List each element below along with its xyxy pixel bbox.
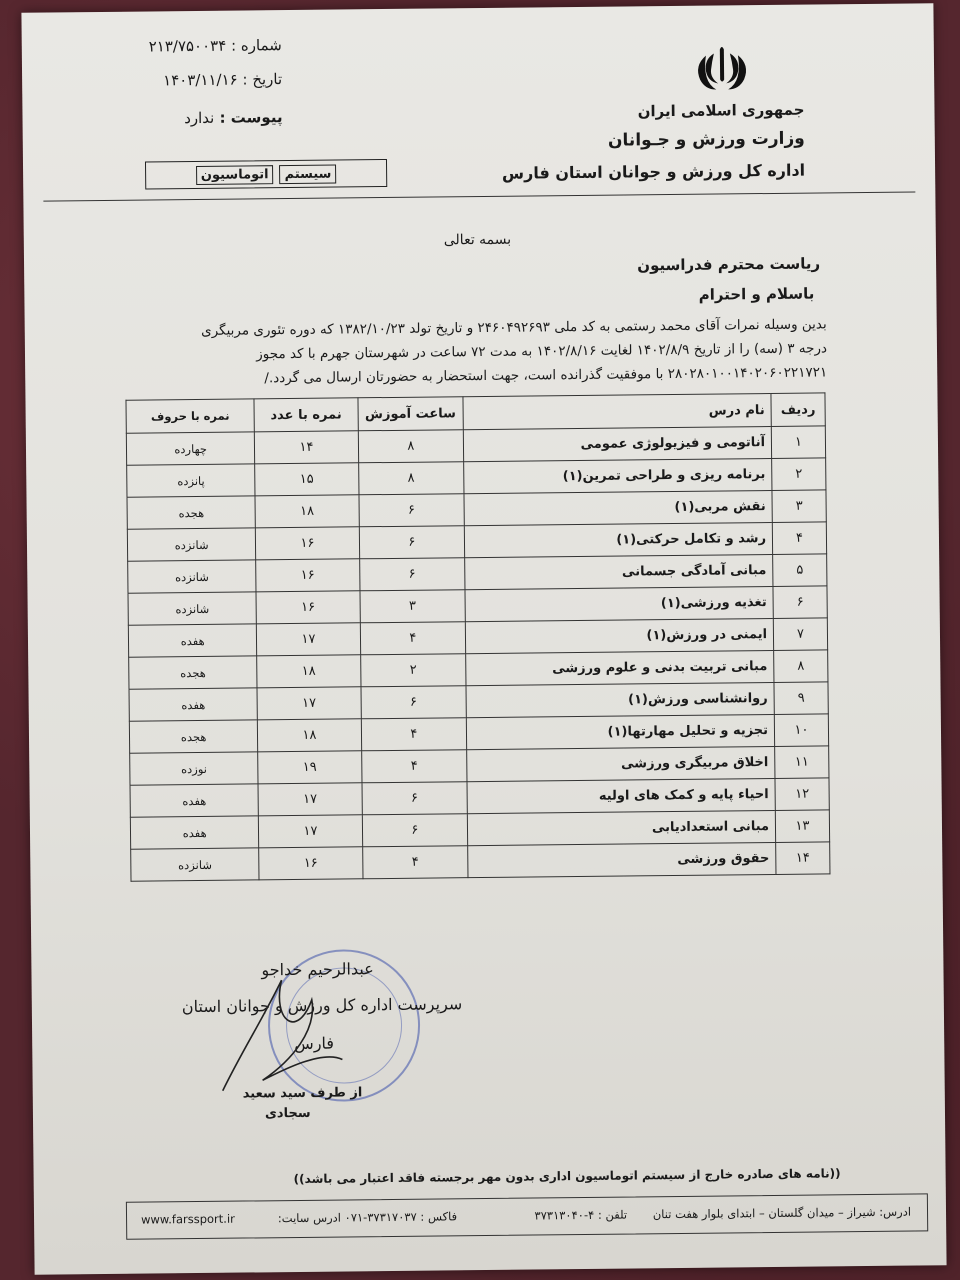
footer-website-link[interactable]: www.farssport.ir — [140, 1211, 235, 1227]
training-hours-cell: ۸ — [358, 462, 464, 495]
training-hours-cell: ۲ — [360, 654, 466, 687]
letter-number — [122, 36, 282, 56]
training-hours-cell: ۸ — [358, 430, 464, 463]
grade-words-cell: هفده — [130, 816, 259, 849]
table-row — [131, 842, 830, 881]
header-grade-number: نمره با عدد — [254, 398, 358, 432]
grade-number-cell: ۱۷ — [259, 815, 363, 848]
training-hours-cell: ۶ — [359, 494, 465, 527]
training-hours-cell: ۳ — [360, 590, 466, 623]
iran-emblem-icon — [692, 43, 753, 94]
grade-number-cell: ۱۴ — [255, 431, 359, 464]
training-hours-cell: ۴ — [361, 750, 467, 783]
grade-number-cell: ۱۶ — [256, 591, 360, 624]
grade-words-cell: چهارده — [126, 432, 255, 465]
grade-words-cell: هجده — [129, 720, 258, 753]
body-line-1: بدین وسیله نمرات آقای محمد رستمی به کد ملی ۲۴۶۰۴۹۲۶۹۳ و تاریخ تولد ۱۳۸۲/۱۰/۲۳ که دوره تئوری مربیگری — [201, 316, 827, 339]
automation-system-badge — [145, 159, 387, 190]
signatory-title: سرپرست اداره کل ورزش و جوانان استان — [181, 994, 463, 1017]
course-name-cell: تغذیه ورزشی(۱) — [465, 586, 773, 621]
row-number-cell: ۹ — [774, 682, 828, 715]
header-grade-words: نمره با حروف — [126, 399, 255, 433]
course-name-cell: برنامه ریزی و طراحی تمرین(۱) — [464, 458, 772, 493]
footer-validity-note: ((نامه های صادره خارج از سیستم اتوماسیون اداری بدون مهر برجسته فاقد اعتبار می باشد)) — [293, 1166, 841, 1187]
row-number-cell: ۶ — [773, 586, 827, 619]
training-hours-cell: ۶ — [359, 526, 465, 559]
header-training-hours: ساعت آموزش — [358, 397, 464, 431]
republic-title: جمهوری اسلامی ایران — [637, 100, 805, 121]
course-name-cell: آناتومی و فیزیولوژی عمومی — [463, 426, 771, 461]
row-number-cell: ۱۱ — [775, 746, 829, 779]
footer-phone: تلفن : ۴-۳۷۳۱۳۰۴۰ — [534, 1207, 628, 1223]
training-hours-cell: ۶ — [362, 782, 468, 815]
grade-words-cell: هفده — [129, 688, 258, 721]
course-name-cell: نقش مربی(۱) — [464, 490, 772, 525]
grade-words-cell: هفده — [128, 624, 257, 657]
grade-number-cell: ۱۶ — [256, 527, 360, 560]
row-number-cell: ۱۰ — [774, 714, 828, 747]
course-name-cell: مبانی آمادگی جسمانی — [465, 554, 773, 589]
header-course-name: نام درس — [463, 393, 771, 429]
row-number-cell: ۱۳ — [775, 810, 829, 843]
row-number-cell: ۵ — [773, 554, 827, 587]
body-line-2: درجه ۳ (سه) را از تاریخ ۱۴۰۲/۸/۹ لغایت ۱۴۰۲/۸/۱۶ به مدت ۷۲ ساعت در شهرستان جهرم با کد مجوز — [256, 340, 828, 363]
header-divider — [43, 191, 915, 201]
grade-number-cell: ۱۹ — [258, 751, 362, 784]
training-hours-cell: ۴ — [362, 846, 468, 879]
row-number-cell: ۱۴ — [776, 842, 830, 875]
row-number-cell: ۱ — [771, 426, 825, 459]
ministry-title: وزارت ورزش و جـوانان — [607, 128, 805, 151]
course-name-cell: اخلاق مربیگری ورزشی — [467, 746, 775, 781]
addressee: ریاست محترم فدراسیون — [637, 254, 821, 275]
letter-date-value: ۱۴۰۳/۱۱/۱۶ — [163, 70, 238, 90]
row-number-cell: ۴ — [772, 522, 826, 555]
grade-words-cell: شانزده — [128, 560, 257, 593]
grade-number-cell: ۱۵ — [255, 463, 359, 496]
badge-system-word: سیستم — [279, 164, 336, 184]
course-name-cell: رشد و تکامل حرکتی(۱) — [464, 522, 772, 557]
body-paragraph — [97, 312, 828, 392]
grade-number-cell: ۱۸ — [257, 655, 361, 688]
grades-table — [125, 392, 830, 881]
header-row-number: ردیف — [771, 393, 825, 427]
row-number-cell: ۲ — [772, 458, 826, 491]
row-number-cell: ۸ — [774, 650, 828, 683]
grade-number-cell: ۱۸ — [258, 719, 362, 752]
row-number-cell: ۱۲ — [775, 778, 829, 811]
office-title: اداره کل ورزش و جوانان استان فارس — [501, 160, 806, 183]
signatory-name: عبدالرحیم خداجو — [261, 959, 374, 980]
grade-number-cell: ۱۷ — [258, 783, 362, 816]
grade-words-cell: شانزده — [127, 528, 256, 561]
signatory-province: فارس — [294, 1033, 335, 1054]
course-name-cell: ایمنی در ورزش(۱) — [465, 618, 773, 653]
training-hours-cell: ۶ — [362, 814, 468, 847]
training-hours-cell: ۶ — [361, 686, 467, 719]
letter-number-value: ۲۱۳/۷۵۰۰۳۴ — [148, 36, 227, 56]
grade-words-cell: نوزده — [130, 752, 259, 785]
handwritten-signature — [201, 959, 362, 1101]
grade-number-cell: ۱۶ — [256, 559, 360, 592]
footer-fax: فاکس : ۳۷۳۱۷۰۳۷-۰۷۱ ادرس سایت: — [277, 1209, 458, 1226]
footer-contact-box — [126, 1193, 928, 1239]
training-hours-cell: ۴ — [361, 718, 467, 751]
row-number-cell: ۷ — [773, 618, 827, 651]
letter-attachment-label: پیوست : — [219, 108, 283, 127]
letter-attachment — [122, 108, 282, 128]
body-line-3: ۲۸۰۲۸۰۱۰۰۱۴۰۲۰۶۰۲۲۱۷۲۱ با موفقیت گذرانده است، جهت استحضار به حضورتان ارسال می گردد./ — [264, 364, 828, 387]
grade-number-cell: ۱۷ — [257, 687, 361, 720]
invocation: بسمه تعالی — [443, 231, 512, 249]
training-hours-cell: ۴ — [360, 622, 466, 655]
grade-words-cell: شانزده — [131, 848, 260, 881]
course-name-cell: مبانی استعدادیابی — [467, 810, 775, 845]
grade-words-cell: هجده — [129, 656, 258, 689]
grade-words-cell: پانزده — [127, 464, 256, 497]
on-behalf-name: سید سعید — [242, 1085, 306, 1102]
course-name-cell: حقوق ورزشی — [468, 842, 776, 877]
letter-attachment-value: ندارد — [184, 108, 215, 128]
badge-automation-word: اتوماسیون — [196, 165, 274, 185]
course-name-cell: احیاء پایه و کمک های اولیه — [467, 778, 775, 813]
course-name-cell: تجزیه و تحلیل مهارتها(۱) — [466, 714, 774, 749]
letter-page — [21, 3, 946, 1274]
row-number-cell: ۳ — [772, 490, 826, 523]
training-hours-cell: ۶ — [359, 558, 465, 591]
on-behalf-surname: سجادی — [264, 1105, 311, 1122]
letter-date — [122, 70, 282, 90]
grade-words-cell: هجده — [127, 496, 256, 529]
course-name-cell: روانشناسی ورزش(۱) — [466, 682, 774, 717]
course-name-cell: مبانی تربیت بدنی و علوم ورزشی — [466, 650, 774, 685]
grade-words-cell: هفده — [130, 784, 259, 817]
greeting: باسلام و احترام — [698, 284, 815, 304]
letter-date-label: تاریخ : — [242, 70, 283, 89]
letter-number-label: شماره : — [230, 36, 282, 55]
grade-number-cell: ۱۸ — [255, 495, 359, 528]
grade-number-cell: ۱۷ — [257, 623, 361, 656]
grade-number-cell: ۱۶ — [259, 847, 363, 880]
footer-address: ادرس: شیراز – میدان گلستان – ابتدای بلوار هفت تنان — [652, 1204, 912, 1222]
on-behalf-prefix: از طرف — [310, 1085, 363, 1101]
grade-words-cell: شانزده — [128, 592, 257, 625]
